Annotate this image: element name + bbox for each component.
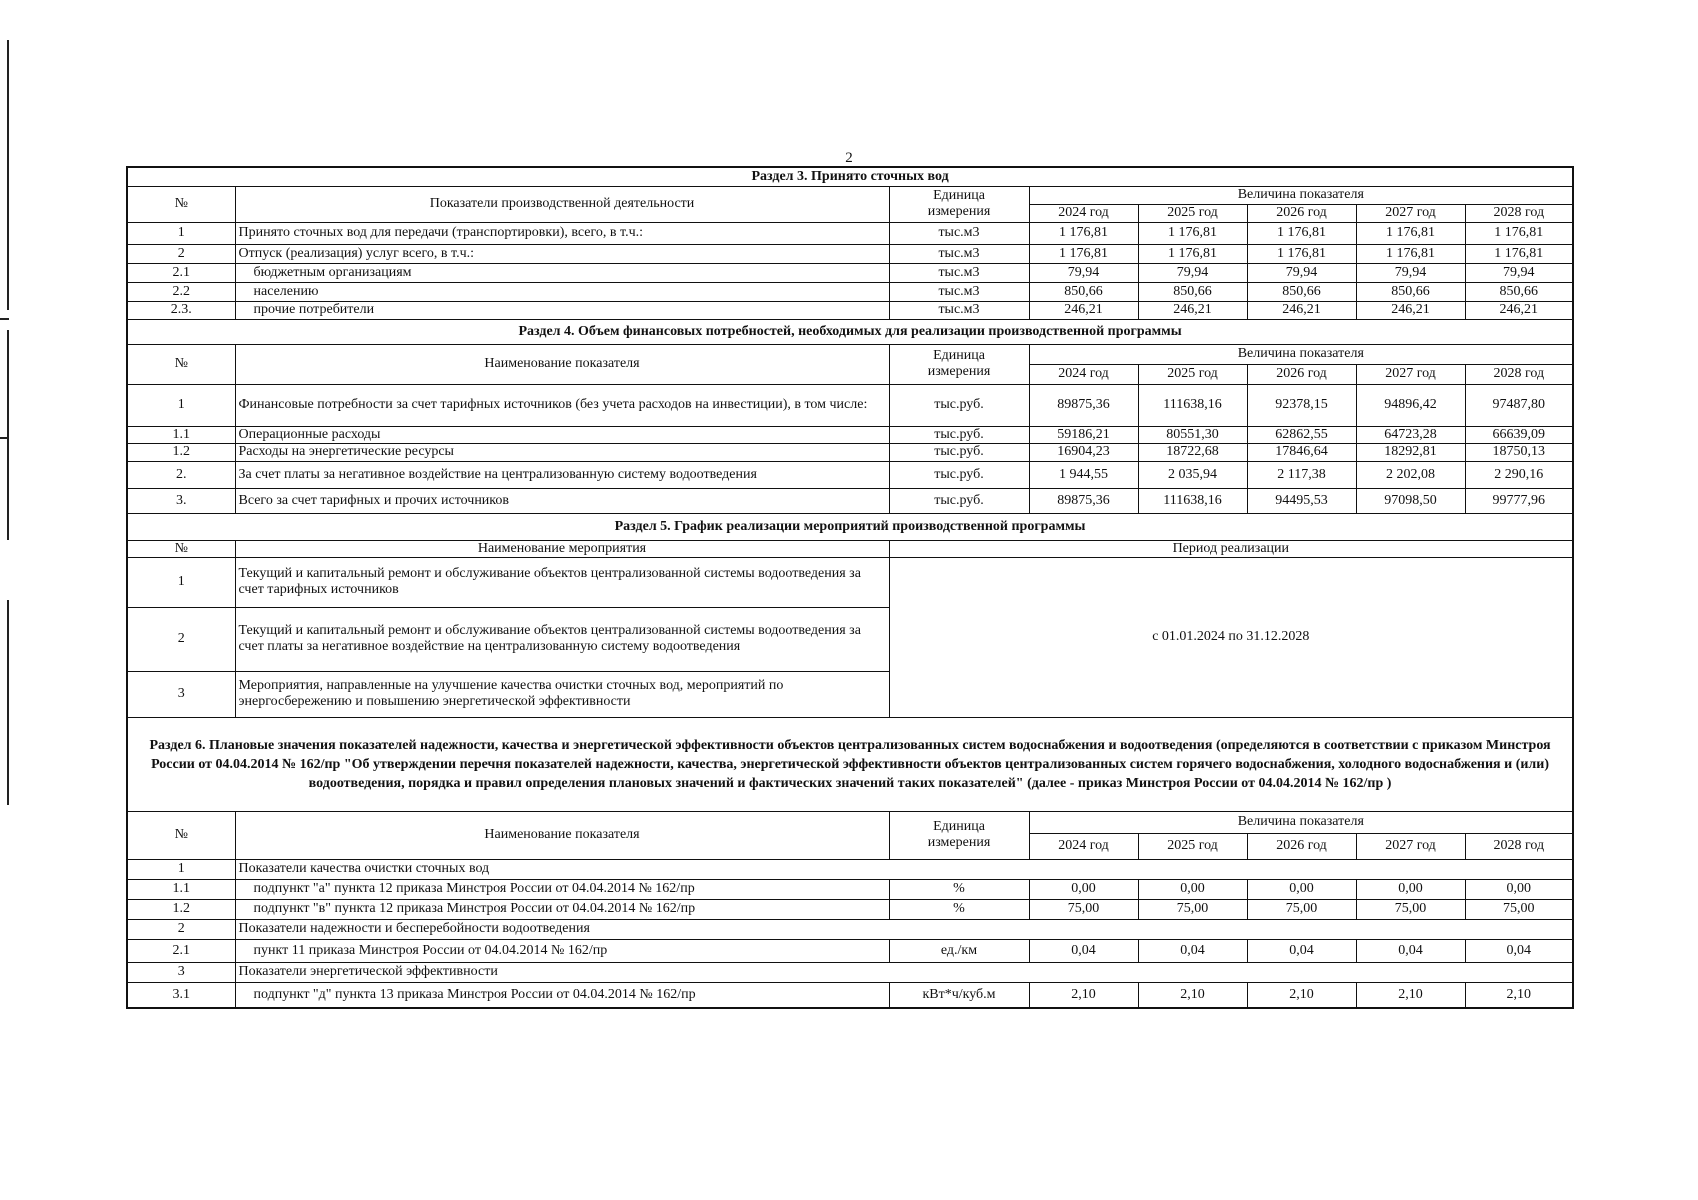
year-header-5: 2028 год [1465,204,1573,222]
value-header: Величина показателя [1029,186,1573,204]
value-cell-5: 0,04 [1465,939,1573,962]
name-header: Показатели производственной деятельности [235,186,889,222]
value-cell-3: 62862,55 [1247,426,1356,443]
value-cell-1: 79,94 [1029,263,1138,282]
section-4-title: Раздел 4. Объем финансовых потребностей, необходимых для реализации производственной программы [127,319,1573,344]
table-row [127,443,1573,461]
name-header: Наименование мероприятия [235,540,889,557]
value-cell-2: 0,04 [1138,939,1247,962]
value-cell-3: 79,94 [1247,263,1356,282]
value-cell-5: 75,00 [1465,899,1573,919]
group-name: Показатели энергетической эффективности [235,962,1573,982]
value-cell-1: 2,10 [1029,982,1138,1008]
table-row [127,488,1573,513]
value-cell-1: 89875,36 [1029,488,1138,513]
value-header: Величина показателя [1029,811,1573,833]
value-cell-2: 1 176,81 [1138,222,1247,244]
implementation-period: с 01.01.2024 по 31.12.2028 [889,557,1573,717]
row-unit: тыс.м3 [889,263,1029,282]
document-table [126,166,1574,1009]
value-cell-3: 2,10 [1247,982,1356,1008]
value-cell-2: 2,10 [1138,982,1247,1008]
value-cell-2: 111638,16 [1138,384,1247,426]
value-cell-3: 246,21 [1247,301,1356,319]
value-cell-5: 0,00 [1465,879,1573,899]
header-row [127,811,1573,833]
value-cell-3: 75,00 [1247,899,1356,919]
section-title-row [127,513,1573,540]
row-unit: тыс.руб. [889,461,1029,488]
row-unit: тыс.руб. [889,443,1029,461]
row-name: Принято сточных вод для передачи (транспортировки), всего, в т.ч.: [235,222,889,244]
row-number: 2.3. [127,301,235,319]
row-number: 3. [127,488,235,513]
row-name: населению [235,282,889,301]
year-header-4: 2027 год [1356,204,1465,222]
value-cell-4: 2,10 [1356,982,1465,1008]
scan-margin-line-low [7,600,9,805]
year-header-1: 2024 год [1029,204,1138,222]
value-cell-3: 92378,15 [1247,384,1356,426]
value-cell-1: 59186,21 [1029,426,1138,443]
row-number: 2.1 [127,263,235,282]
name-header: Наименование показателя [235,811,889,859]
row-number: 1.2 [127,899,235,919]
header-row [127,186,1573,204]
row-name: подпункт "д" пункта 13 приказа Минстроя России от 04.04.2014 № 162/пр [235,982,889,1008]
unit-header-line1: Единица [933,348,985,363]
value-cell-3: 0,04 [1247,939,1356,962]
period-header: Период реализации [889,540,1573,557]
table-row [127,426,1573,443]
row-number: 3.1 [127,982,235,1008]
row-unit: тыс.м3 [889,282,1029,301]
num-header: № [127,811,235,859]
row-name: Расходы на энергетические ресурсы [235,443,889,461]
year-header-5: 2028 год [1465,833,1573,859]
row-name: бюджетным организациям [235,263,889,282]
row-unit: ед./км [889,939,1029,962]
group-number: 2 [127,919,235,939]
value-cell-1: 0,04 [1029,939,1138,962]
group-row [127,962,1573,982]
value-cell-5: 246,21 [1465,301,1573,319]
section-5-title: Раздел 5. График реализации мероприятий производственной программы [127,513,1573,540]
row-number: 2 [127,607,235,671]
year-header-4: 2027 год [1356,833,1465,859]
value-cell-2: 111638,16 [1138,488,1247,513]
value-cell-4: 79,94 [1356,263,1465,282]
row-name: Текущий и капитальный ремонт и обслуживание объектов централизованной системы водоотведения за счет платы за негативное воздействие на централизованную систему водоотведения [235,607,889,671]
num-header: № [127,344,235,384]
value-cell-2: 0,00 [1138,879,1247,899]
row-name: Текущий и капитальный ремонт и обслуживание объектов централизованной системы водоотведения за счет тарифных источников [235,557,889,607]
group-name: Показатели качества очистки сточных вод [235,859,1573,879]
year-header-5: 2028 год [1465,364,1573,384]
value-cell-4: 0,00 [1356,879,1465,899]
unit-header-line1: Единица [933,819,985,834]
row-name: Мероприятия, направленные на улучшение качества очистки сточных вод, мероприятий по энергосбережению и повышению энергетической эффективности [235,671,889,717]
value-cell-2: 2 035,94 [1138,461,1247,488]
row-name: пункт 11 приказа Минстроя России от 04.04.2014 № 162/пр [235,939,889,962]
table-row [127,301,1573,319]
value-cell-1: 0,00 [1029,879,1138,899]
unit-header-cell [889,186,1029,222]
row-number: 1.1 [127,426,235,443]
section-title-row [127,167,1573,186]
section-title-row [127,319,1573,344]
value-cell-2: 79,94 [1138,263,1247,282]
row-name: Отпуск (реализация) услуг всего, в т.ч.: [235,244,889,263]
value-cell-5: 1 176,81 [1465,222,1573,244]
value-cell-5: 850,66 [1465,282,1573,301]
value-cell-1: 1 176,81 [1029,244,1138,263]
row-name: За счет платы за негативное воздействие на централизованную систему водоотведения [235,461,889,488]
value-cell-1: 1 176,81 [1029,222,1138,244]
row-name: Финансовые потребности за счет тарифных источников (без учета расходов на инвестиции), в том числе: [235,384,889,426]
value-cell-1: 89875,36 [1029,384,1138,426]
header-row [127,344,1573,364]
year-header-2: 2025 год [1138,364,1247,384]
value-cell-5: 18750,13 [1465,443,1573,461]
year-header-2: 2025 год [1138,833,1247,859]
scan-margin-line-mid [7,330,9,540]
year-header-3: 2026 год [1247,364,1356,384]
row-number: 2 [127,244,235,263]
value-cell-4: 246,21 [1356,301,1465,319]
row-unit: тыс.руб. [889,426,1029,443]
row-number: 2.2 [127,282,235,301]
num-header: № [127,186,235,222]
row-unit: тыс.м3 [889,301,1029,319]
value-cell-3: 2 117,38 [1247,461,1356,488]
value-cell-2: 75,00 [1138,899,1247,919]
value-cell-2: 18722,68 [1138,443,1247,461]
name-header: Наименование показателя [235,344,889,384]
value-cell-3: 1 176,81 [1247,244,1356,263]
section-6-title: Раздел 6. Плановые значения показателей надежности, качества и энергетической эффективности объектов централизованных систем водоснабжения и водоотведения (определяются в соответствии с приказом Минстроя России от 04.04.2014 № 162/пр "Об утверждении перечня показателей надежности, качества, энергетической эффективности объектов централизованных систем горячего водоснабжения, холодного водоснабжения и (или) водоотведения, порядка и правил определения плановых значений и фактических значений таких показателей" (далее - приказ Минстроя России от 04.04.2014 № 162/пр ) [127,717,1573,811]
row-unit: % [889,899,1029,919]
unit-header-cell [889,811,1029,859]
row-number: 1 [127,384,235,426]
year-header-3: 2026 год [1247,204,1356,222]
value-cell-4: 1 176,81 [1356,222,1465,244]
value-cell-4: 2 202,08 [1356,461,1465,488]
page-number: 2 [845,150,853,166]
value-cell-3: 850,66 [1247,282,1356,301]
row-name: прочие потребители [235,301,889,319]
group-name: Показатели надежности и бесперебойности водоотведения [235,919,1573,939]
table-row [127,982,1573,1008]
value-cell-1: 850,66 [1029,282,1138,301]
value-cell-5: 1 176,81 [1465,244,1573,263]
value-cell-5: 99777,96 [1465,488,1573,513]
row-number: 2. [127,461,235,488]
row-number: 1.1 [127,879,235,899]
value-cell-5: 2 290,16 [1465,461,1573,488]
value-cell-1: 1 944,55 [1029,461,1138,488]
header-row [127,540,1573,557]
table-row [127,879,1573,899]
value-cell-3: 1 176,81 [1247,222,1356,244]
unit-header-line2: измерения [927,835,991,850]
value-cell-1: 75,00 [1029,899,1138,919]
value-cell-4: 75,00 [1356,899,1465,919]
row-number: 3 [127,671,235,717]
value-cell-5: 97487,80 [1465,384,1573,426]
group-number: 3 [127,962,235,982]
value-cell-3: 0,00 [1247,879,1356,899]
table-row [127,282,1573,301]
group-row [127,919,1573,939]
row-unit: кВт*ч/куб.м [889,982,1029,1008]
row-unit: % [889,879,1029,899]
row-unit: тыс.м3 [889,222,1029,244]
row-name: подпункт "а" пункта 12 приказа Минстроя России от 04.04.2014 № 162/пр [235,879,889,899]
unit-header-line1: Единица [933,188,985,203]
section-title-row [127,717,1573,811]
value-cell-5: 66639,09 [1465,426,1573,443]
row-name: подпункт "в" пункта 12 приказа Минстроя России от 04.04.2014 № 162/пр [235,899,889,919]
unit-header-line2: измерения [927,204,991,219]
scan-margin-line-top [7,40,9,310]
scan-margin-tick-2 [0,437,9,439]
num-header: № [127,540,235,557]
value-cell-4: 64723,28 [1356,426,1465,443]
year-header-1: 2024 год [1029,833,1138,859]
row-number: 2.1 [127,939,235,962]
section-3-title: Раздел 3. Принято сточных вод [127,167,1573,186]
value-cell-2: 80551,30 [1138,426,1247,443]
value-cell-4: 850,66 [1356,282,1465,301]
table-row [127,244,1573,263]
group-row [127,859,1573,879]
value-cell-1: 246,21 [1029,301,1138,319]
value-cell-5: 2,10 [1465,982,1573,1008]
scan-margin-tick-1 [0,318,9,320]
table-row [127,384,1573,426]
value-cell-4: 1 176,81 [1356,244,1465,263]
unit-header-cell [889,344,1029,384]
value-cell-4: 94896,42 [1356,384,1465,426]
value-cell-4: 18292,81 [1356,443,1465,461]
row-name: Всего за счет тарифных и прочих источников [235,488,889,513]
table-row [127,557,1573,607]
table-row [127,222,1573,244]
table-row [127,263,1573,282]
year-header-4: 2027 год [1356,364,1465,384]
group-number: 1 [127,859,235,879]
table-row [127,899,1573,919]
table-row [127,461,1573,488]
year-header-2: 2025 год [1138,204,1247,222]
value-cell-1: 16904,23 [1029,443,1138,461]
row-number: 1 [127,222,235,244]
value-cell-4: 0,04 [1356,939,1465,962]
row-unit: тыс.руб. [889,384,1029,426]
year-header-1: 2024 год [1029,364,1138,384]
table-row [127,939,1573,962]
value-cell-3: 94495,53 [1247,488,1356,513]
value-cell-2: 246,21 [1138,301,1247,319]
value-cell-5: 79,94 [1465,263,1573,282]
row-name: Операционные расходы [235,426,889,443]
value-cell-2: 1 176,81 [1138,244,1247,263]
value-cell-2: 850,66 [1138,282,1247,301]
row-unit: тыс.м3 [889,244,1029,263]
value-cell-3: 17846,64 [1247,443,1356,461]
row-number: 1.2 [127,443,235,461]
unit-header-line2: измерения [927,364,991,379]
value-header: Величина показателя [1029,344,1573,364]
value-cell-4: 97098,50 [1356,488,1465,513]
year-header-3: 2026 год [1247,833,1356,859]
row-unit: тыс.руб. [889,488,1029,513]
row-number: 1 [127,557,235,607]
